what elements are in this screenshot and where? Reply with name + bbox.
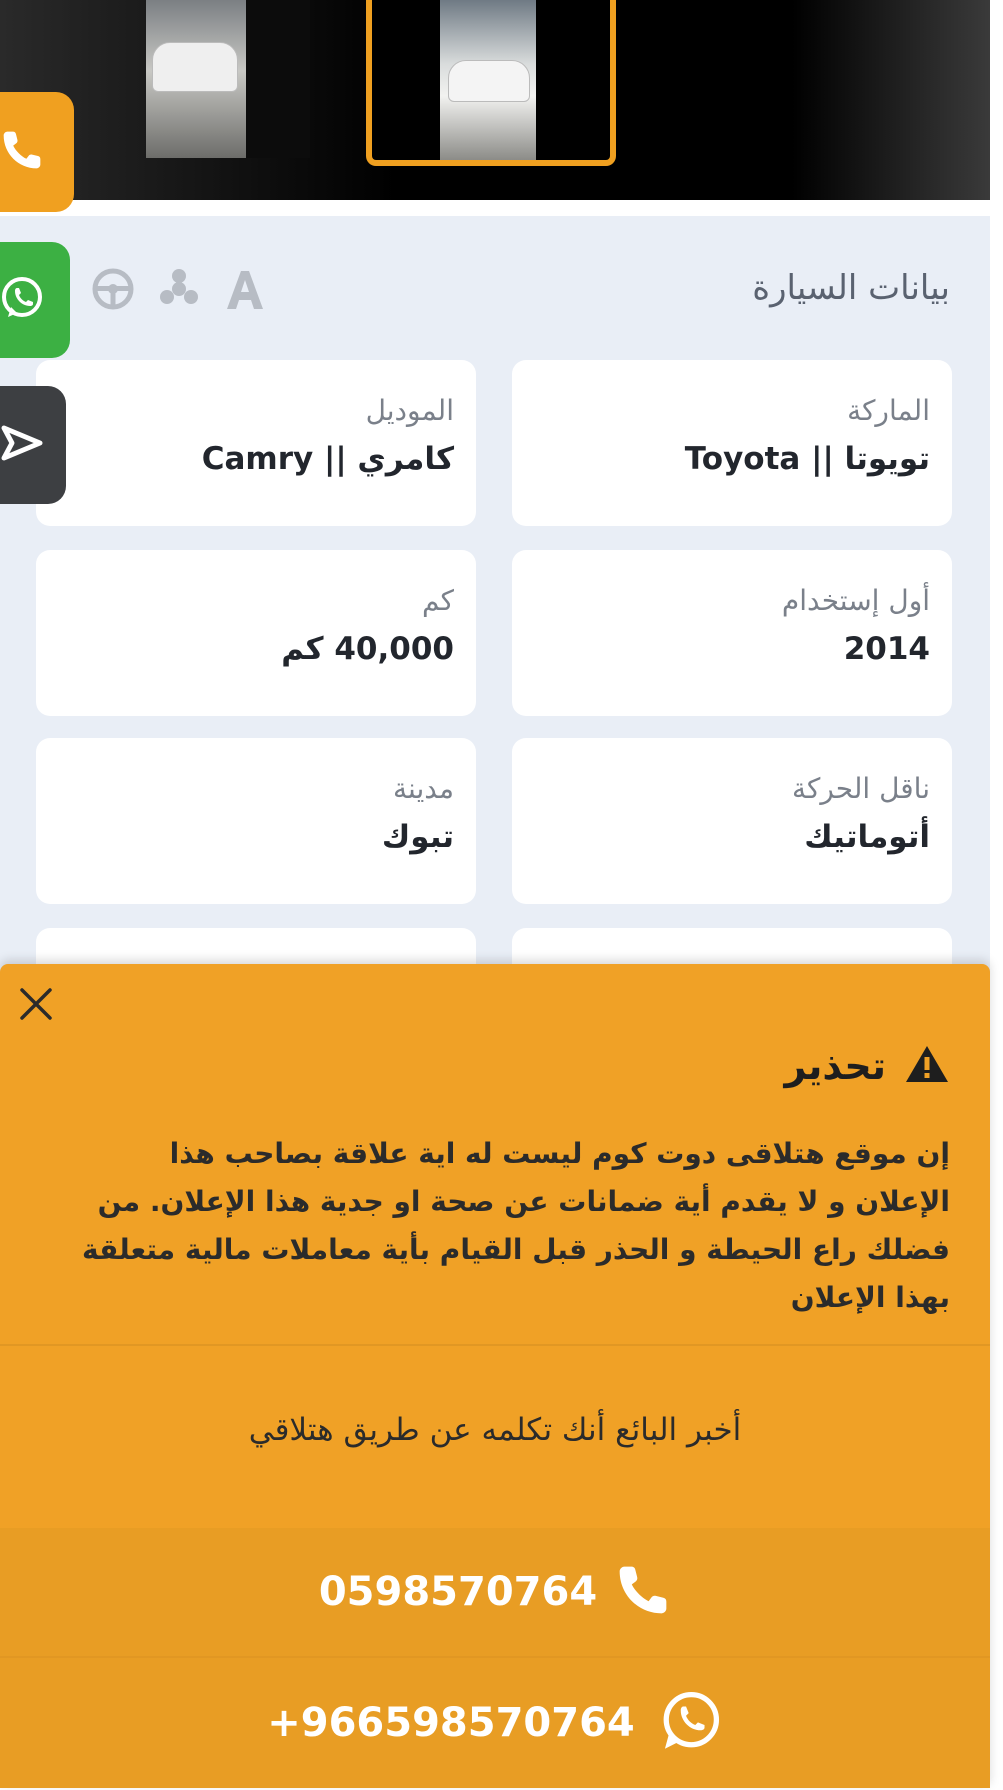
photo-gallery <box>0 0 990 200</box>
close-icon <box>14 1011 58 1030</box>
whatsapp-icon <box>0 273 50 327</box>
whatsapp-contact-button[interactable] <box>0 1658 990 1788</box>
gallery-thumbnail-selected[interactable] <box>366 0 616 166</box>
car-image <box>440 0 536 160</box>
steering-wheel-icon <box>88 264 138 314</box>
font-a-icon <box>220 264 270 314</box>
whatsapp-number: +966598570764 <box>267 1700 635 1746</box>
share-icon <box>0 420 46 470</box>
share-floating-button[interactable] <box>0 386 66 504</box>
tell-seller-text: أخبر البائع أنك تكلمه عن طريق هتلاقي <box>248 1412 742 1448</box>
field-card-first-use: أول إستخدام 2014 <box>512 550 952 716</box>
warning-title: تحذير <box>784 1044 886 1088</box>
whatsapp-icon <box>657 1688 723 1758</box>
gallery-thumbnail-1[interactable] <box>146 0 246 158</box>
warning-sheet <box>0 964 990 1788</box>
engine-icon <box>154 264 204 314</box>
field-card-transmission: ناقل الحركة أتوماتيك <box>512 738 952 904</box>
field-card-city: مدينة تبوك <box>36 738 476 904</box>
field-card-brand: الماركة تويوتا || Toyota <box>512 360 952 526</box>
phone-icon <box>0 128 44 176</box>
field-card-mileage: كم 40,000 كم <box>36 550 476 716</box>
call-phone-button[interactable] <box>0 1528 990 1656</box>
warning-header <box>784 1044 950 1088</box>
call-floating-button[interactable] <box>0 92 74 212</box>
section-title: بيانات السيارة <box>752 268 950 308</box>
warning-icon <box>904 1044 950 1088</box>
whatsapp-floating-button[interactable] <box>0 242 70 358</box>
car-image <box>152 42 238 92</box>
spec-icons <box>88 264 270 314</box>
phone-number: 0598570764 <box>318 1569 598 1615</box>
field-card-model: الموديل كامري || Camry <box>36 360 476 526</box>
phone-icon <box>615 1562 671 1622</box>
warning-body: إن موقع هتلاقى دوت كوم ليست له اية علاقة بصاحب هذا الإعلان و لا يقدم أية ضمانات عن صحة او جدية هذا الإعلان. من فضلك راع الحيطة و الحذر قبل القيام بأية معاملات مالية متعلقة بهذا الإعلان <box>81 1137 950 1314</box>
close-button[interactable] <box>14 982 58 1026</box>
